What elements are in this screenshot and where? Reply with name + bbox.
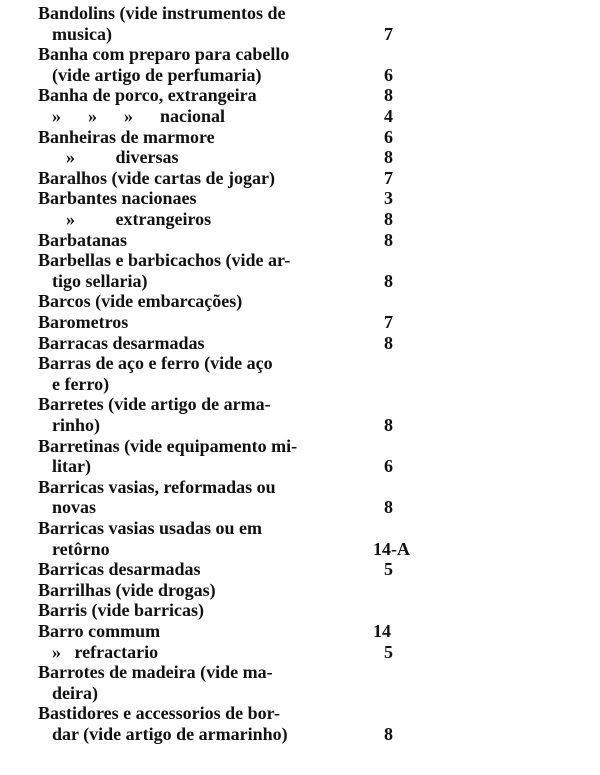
entry-number: 8 bbox=[384, 209, 393, 229]
entry-text: e ferro) bbox=[52, 373, 110, 394]
entry-number: 6 bbox=[384, 456, 393, 477]
entry-number: 8 bbox=[384, 724, 393, 744]
entry-number: 3 bbox=[384, 188, 393, 209]
entry-text: Barracas desarmadas bbox=[38, 332, 205, 353]
entry-text: Barricas vasias, reformadas ou bbox=[38, 476, 276, 497]
entry-text: Bandolins (vide instrumentos de bbox=[38, 3, 286, 23]
entry-text: Banha de porco, extrangeira bbox=[38, 85, 257, 106]
entry-number: 8 bbox=[384, 147, 393, 168]
entry-text: deira) bbox=[52, 682, 98, 703]
entry-text: rinho) bbox=[52, 415, 101, 435]
entry-text: Barbantes nacionaes bbox=[38, 188, 197, 209]
index-entry-line bbox=[0, 250, 600, 271]
entry-text: tigo sellaria) bbox=[52, 270, 148, 291]
index-entry-line bbox=[0, 85, 600, 106]
entry-text: Barometros bbox=[38, 312, 129, 332]
entry-text: musica) bbox=[52, 23, 112, 44]
index-entry-line bbox=[0, 65, 600, 86]
entry-number: 14-A bbox=[373, 538, 410, 559]
entry-text: (vide artigo de perfumaria) bbox=[52, 64, 262, 85]
index-entry-line bbox=[0, 642, 600, 663]
index-entry-line bbox=[0, 312, 600, 333]
entry-text: Barras de aço e ferro (vide aço bbox=[38, 353, 273, 374]
entry-text: Bastidores e accessorios de bor- bbox=[38, 703, 280, 724]
entry-text: » diversas bbox=[66, 147, 179, 168]
entry-number: 4 bbox=[384, 106, 393, 126]
entry-number: 6 bbox=[384, 126, 393, 147]
index-entry-line bbox=[0, 24, 600, 45]
index-entry-line bbox=[0, 333, 600, 354]
entry-number: 8 bbox=[384, 415, 393, 435]
index-entry-line bbox=[0, 724, 600, 745]
index-entry-line bbox=[0, 580, 600, 601]
entry-text: dar (vide artigo de armarinho) bbox=[52, 724, 288, 744]
index-entry-line bbox=[0, 539, 600, 560]
entry-number: 8 bbox=[384, 497, 393, 518]
index-entry-line bbox=[0, 353, 600, 374]
index-entry-line bbox=[0, 291, 600, 312]
index-entry-line bbox=[0, 374, 600, 395]
entry-text: Barricas vasias usadas ou em bbox=[38, 518, 263, 538]
index-entry-line bbox=[0, 518, 600, 539]
index-entry-line bbox=[0, 230, 600, 251]
index-entry-line bbox=[0, 497, 600, 518]
index-entry-line bbox=[0, 662, 600, 683]
entry-text: Baralhos (vide cartas de jogar) bbox=[38, 167, 275, 188]
entry-text: » » » nacional bbox=[52, 106, 226, 126]
entry-number: 8 bbox=[384, 85, 393, 106]
entry-number: 8 bbox=[384, 270, 393, 291]
entry-text: Barretes (vide artigo de arma- bbox=[38, 394, 271, 415]
index-entry-line bbox=[0, 44, 600, 65]
entry-text: novas bbox=[52, 497, 97, 518]
index-entry-line bbox=[0, 188, 600, 209]
index-entry-line bbox=[0, 436, 600, 457]
index-entry-line bbox=[0, 3, 600, 24]
index-entry-line bbox=[0, 477, 600, 498]
entry-number: 8 bbox=[384, 332, 393, 353]
entry-text: Barrotes de madeira (vide ma- bbox=[38, 662, 273, 683]
index-entry-line bbox=[0, 415, 600, 436]
entry-text: Barretinas (vide equipamento mi- bbox=[38, 435, 298, 456]
index-entry-line bbox=[0, 168, 600, 189]
entry-text: Barris (vide barricas) bbox=[38, 600, 204, 621]
entry-text: » extrangeiros bbox=[66, 209, 212, 229]
entry-number: 5 bbox=[384, 559, 393, 580]
entry-text: » refractario bbox=[52, 641, 159, 662]
entry-text: Barrilhas (vide drogas) bbox=[38, 579, 216, 600]
index-entry-line bbox=[0, 147, 600, 168]
entry-number: 7 bbox=[384, 23, 393, 44]
entry-text: Banha com preparo para cabello bbox=[38, 44, 290, 65]
entry-text: Banheiras de marmore bbox=[38, 126, 215, 147]
entry-number: 6 bbox=[384, 64, 393, 85]
entry-text: Barbatanas bbox=[38, 229, 128, 250]
entry-text: retôrno bbox=[52, 538, 110, 559]
entry-number: 7 bbox=[384, 167, 393, 188]
index-entry-line bbox=[0, 683, 600, 704]
entry-number: 7 bbox=[384, 312, 393, 332]
index-entry-line bbox=[0, 600, 600, 621]
index-entry-line bbox=[0, 456, 600, 477]
index-entry-line bbox=[0, 271, 600, 292]
index-entry-line bbox=[0, 703, 600, 724]
index-entry-line bbox=[0, 209, 600, 230]
index-entry-line bbox=[0, 394, 600, 415]
entry-text: Barricas desarmadas bbox=[38, 559, 201, 580]
entry-text: Barro commum bbox=[38, 621, 161, 641]
entry-number: 8 bbox=[384, 229, 393, 250]
index-entry-line bbox=[0, 559, 600, 580]
index-entry-line bbox=[0, 127, 600, 148]
index-entry-line bbox=[0, 106, 600, 127]
entry-text: Barcos (vide embarcações) bbox=[38, 291, 243, 312]
entry-number: 5 bbox=[384, 641, 393, 662]
entry-text: Barbellas e barbicachos (vide ar- bbox=[38, 250, 291, 271]
entry-text: litar) bbox=[52, 456, 91, 477]
entry-number: 14 bbox=[373, 621, 391, 641]
index-entry-line bbox=[0, 621, 600, 642]
